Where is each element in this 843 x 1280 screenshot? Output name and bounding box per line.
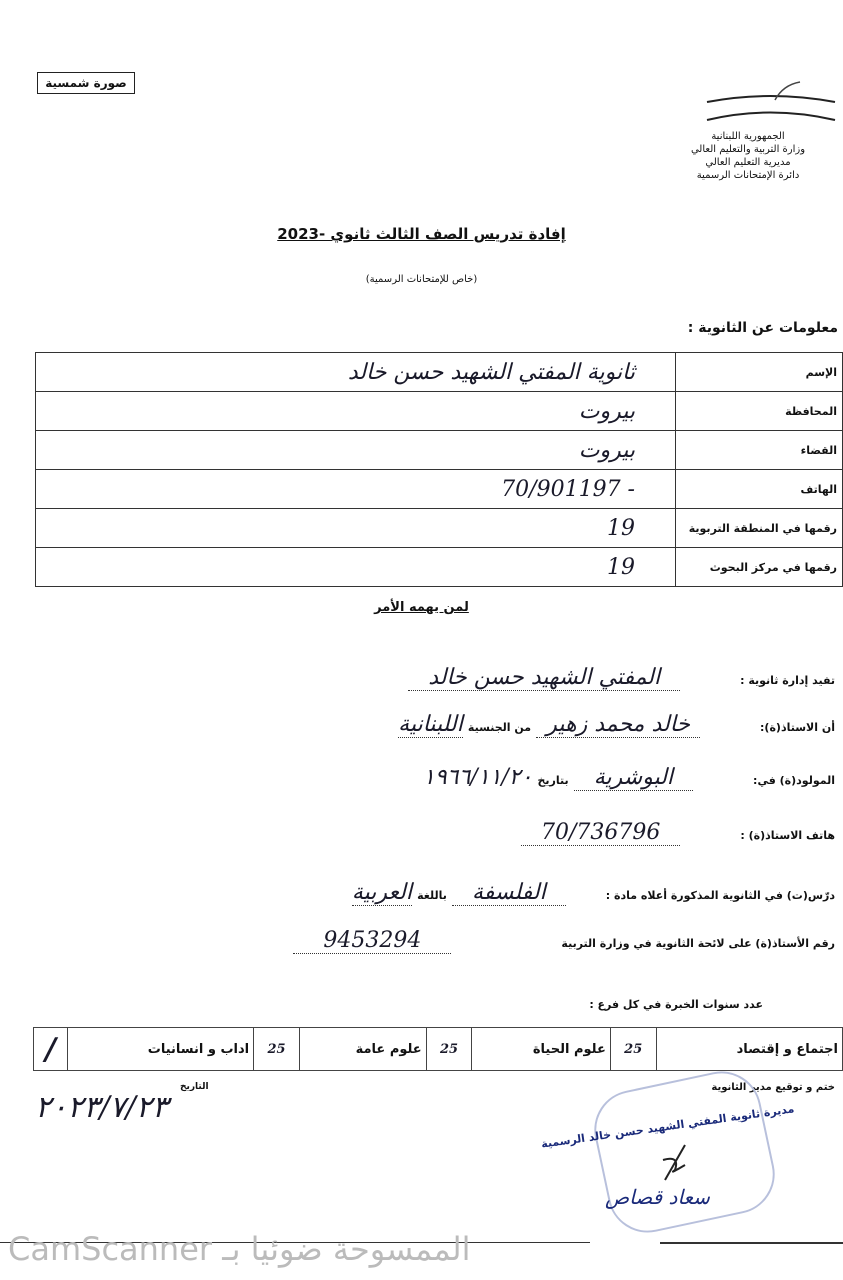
years-value: 25 (254, 1028, 300, 1071)
governorate-value: بيروت (36, 392, 676, 431)
ministry-logo-icon (705, 80, 840, 130)
language-label: باللغة (417, 889, 447, 902)
years-value: / (34, 1028, 68, 1071)
row-label: الإسم (676, 353, 843, 392)
teacher-phone-value: 70/736796 (521, 820, 680, 846)
table-row (34, 1028, 843, 1071)
document-title: إفادة تدريس الصف الثالث ثانوي -2023 (277, 225, 566, 243)
years-value: 25 (610, 1028, 656, 1071)
branch-label: اداب و انسانيات (67, 1028, 253, 1071)
table-row (36, 548, 843, 587)
teacher-value: خالد محمد زهير (536, 712, 700, 738)
row-label: الهاتف (676, 470, 843, 509)
born-label: المولود(ة) في: (753, 774, 835, 787)
subject-value: الفلسفة (452, 880, 566, 906)
district-value: بيروت (36, 431, 676, 470)
birthdate-label: بتاريخ (537, 774, 569, 787)
school-name-value: ثانوية المفتي الشهيد حسن خالد (36, 353, 676, 392)
years-value: 25 (426, 1028, 472, 1071)
birthdate-value: ١٩٦٦/١١/٢٠ (423, 765, 533, 790)
header-line: دائرة الإمتحانات الرسمية (696, 170, 800, 181)
subject-label: درّس(ت) في الثانوية المذكورة أعلاه مادة : (605, 889, 835, 902)
admin-value: المفتي الشهيد حسن خالد (408, 665, 680, 691)
school-info-table (35, 352, 843, 587)
admin-label: تفيد إدارة ثانوية : (740, 674, 835, 687)
table-row (36, 470, 843, 509)
branch-label: علوم عامة (299, 1028, 426, 1071)
registry-value: 9453294 (293, 928, 451, 954)
photo-placeholder-badge: صورة شمسية (37, 72, 135, 94)
signature-icon (660, 1140, 690, 1185)
table-row (36, 392, 843, 431)
teacher-phone-label: هاتف الاستاذ(ة) : (740, 829, 835, 842)
header-line: وزارة التربية والتعليم العالي (690, 144, 806, 155)
camscanner-watermark: CamScanner الممسوحة ضوئيا بـ (8, 1230, 471, 1268)
research-center-number-value: 19 (36, 548, 676, 587)
nationality-label: من الجنسية (467, 721, 532, 734)
row-label: القضاء (676, 431, 843, 470)
branch-label: اجتماع و إقتصاد (656, 1028, 842, 1071)
phone-value: 70/901197 - (36, 470, 676, 509)
teacher-label: أن الاستاذ(ة): (760, 721, 835, 734)
ministry-header (678, 130, 818, 182)
branch-label: علوم الحياة (472, 1028, 610, 1071)
row-label: المحافظة (676, 392, 843, 431)
experience-table (33, 1027, 843, 1071)
table-row (36, 431, 843, 470)
table-row (36, 509, 843, 548)
row-label: رقمها في المنطقة التربوية (676, 509, 843, 548)
row-label: رقمها في مركز البحوث (676, 548, 843, 587)
date-value: ٢٠٢٣/٧/٢٣ (35, 1090, 169, 1125)
nationality-value: اللبنانية (398, 712, 463, 737)
birthplace-value: البوشرية (574, 765, 693, 791)
signer-name: سعاد قصاص (605, 1185, 710, 1209)
experience-label: عدد سنوات الخبرة في كل فرع : (589, 998, 763, 1011)
registry-label: رقم الأستاذ(ة) على لائحة الثانوية في وزارة التربية (561, 937, 835, 950)
stamp-text: مديرة ثانوية المفتي الشهيد حسن خالد الرسمية (540, 1102, 796, 1151)
header-line: مديرية التعليم العالي (705, 157, 791, 168)
section-heading: معلومات عن الثانوية : (687, 320, 838, 336)
header-line: الجمهورية اللبنانية (711, 131, 785, 142)
to-whom-heading: لمن يهمه الأمر (374, 600, 469, 615)
language-value: العربية (351, 880, 412, 905)
divider (660, 1242, 843, 1244)
document-subtitle: (خاص للإمتحانات الرسمية) (365, 274, 478, 285)
date-label: التاريخ (180, 1082, 209, 1092)
region-number-value: 19 (36, 509, 676, 548)
signature-label: ختم و توقيع مدير الثانوية (711, 1082, 835, 1093)
table-row (36, 353, 843, 392)
